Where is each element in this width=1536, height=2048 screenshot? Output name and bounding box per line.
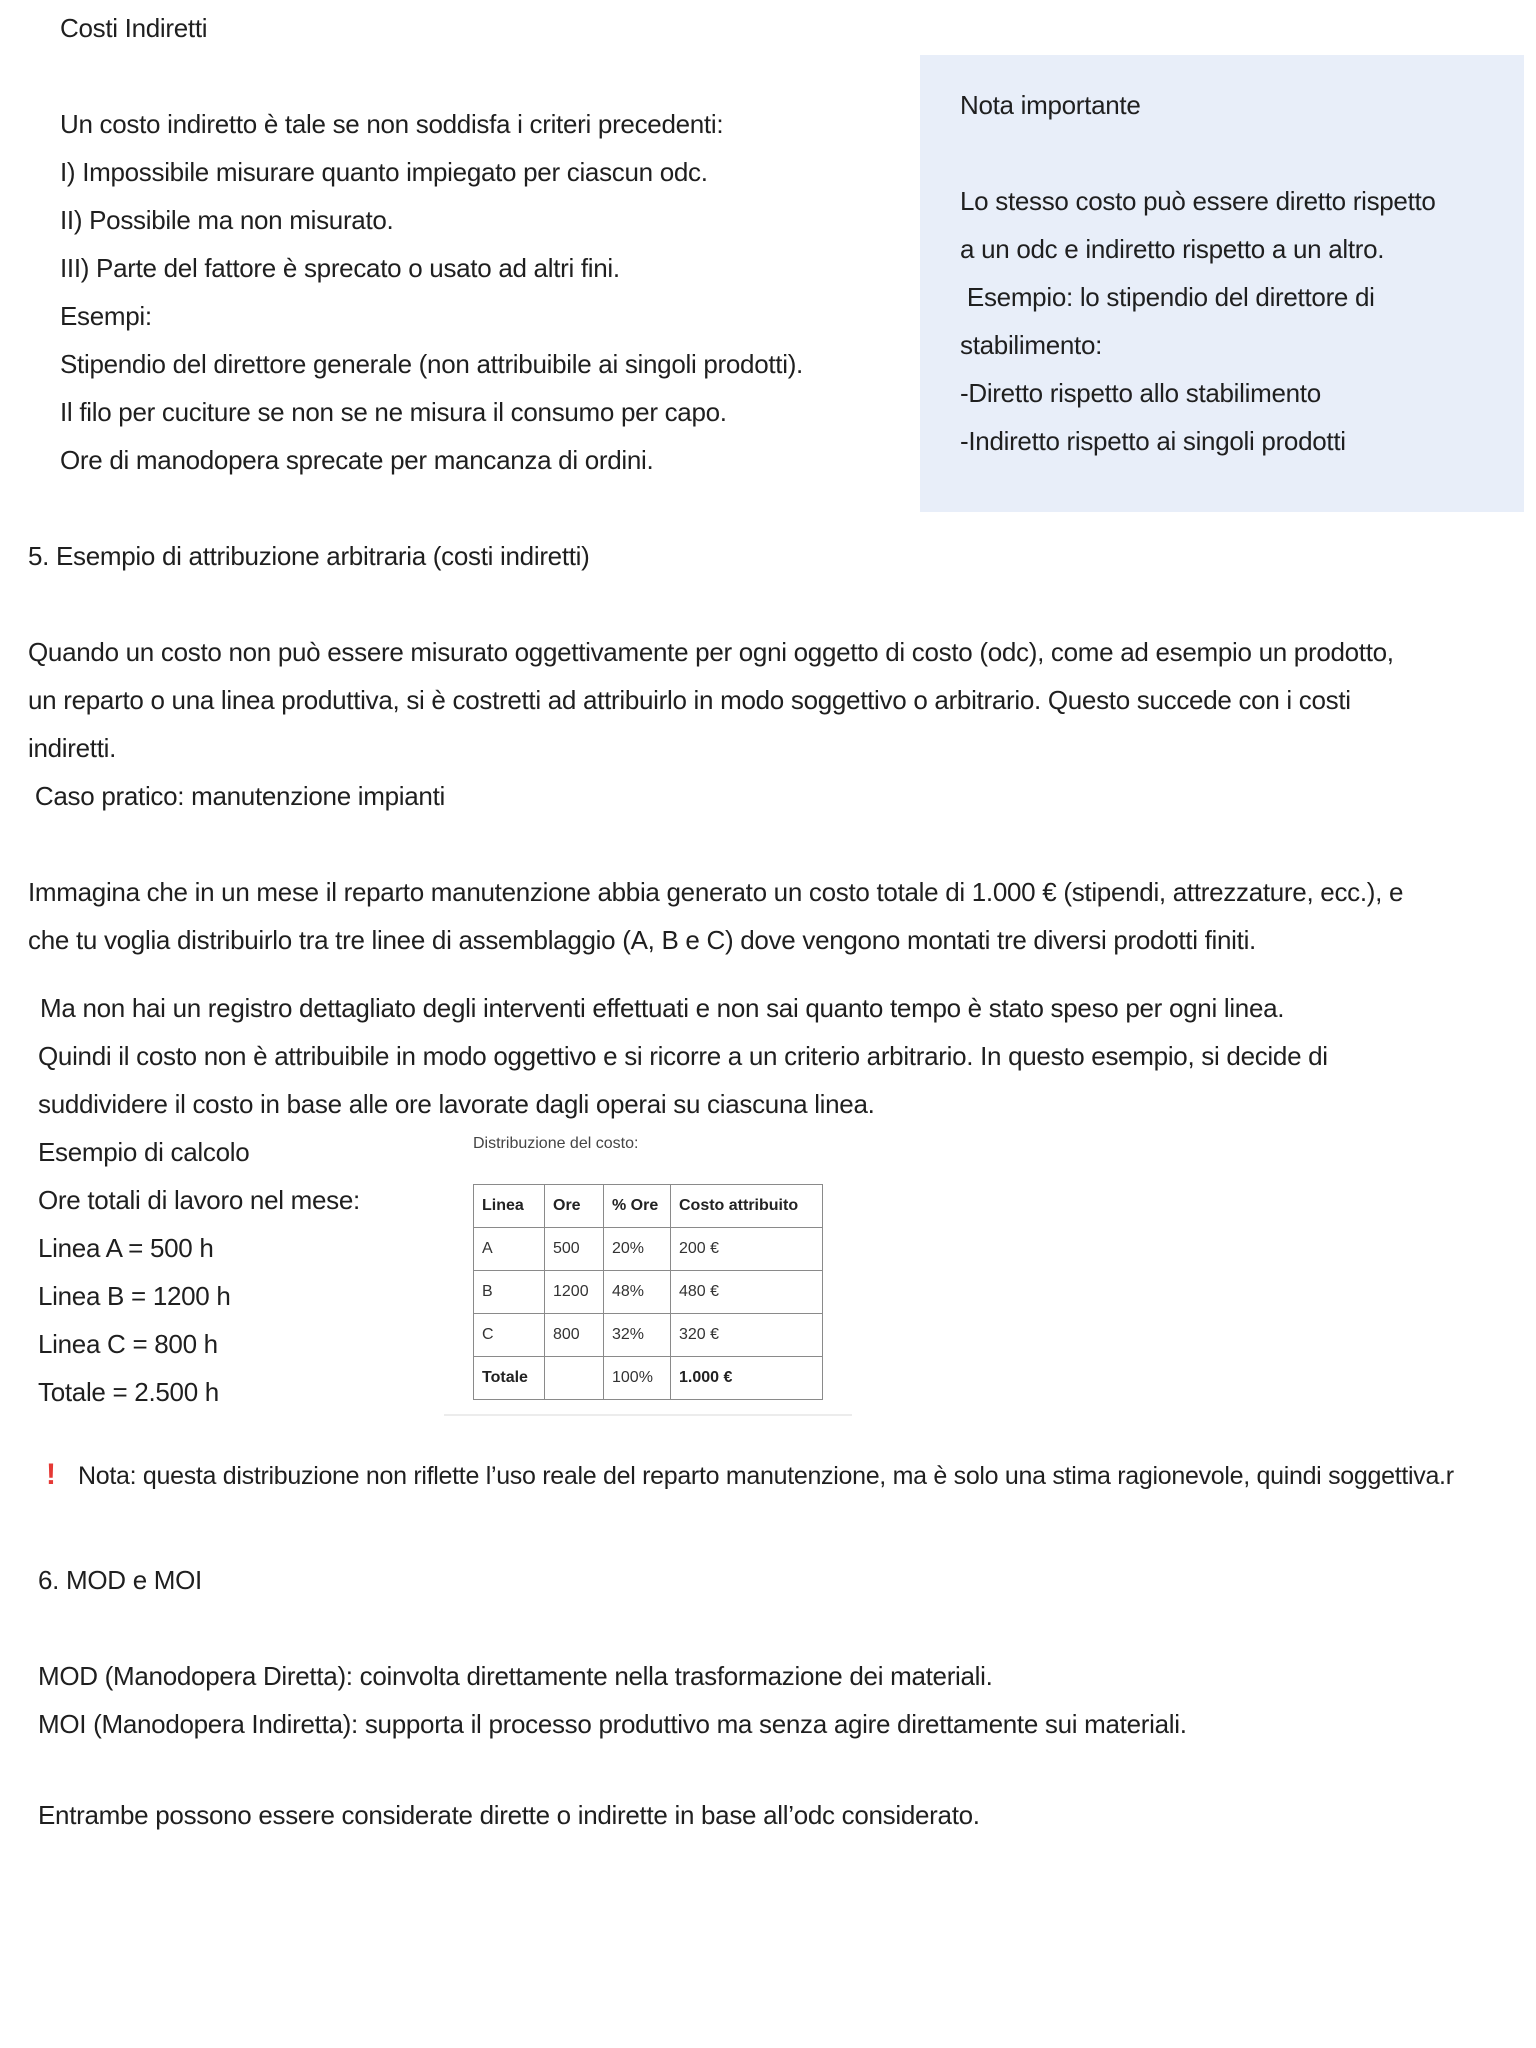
- exclamation-icon: !: [46, 1458, 56, 1491]
- calc-line: Linea B = 1200 h: [38, 1281, 231, 1311]
- list-item: I) Impossibile misurare quanto impiegato per ciascun odc.: [60, 157, 708, 187]
- paragraph-line: che tu voglia distribuirlo tra tre linee di assemblaggio (A, B e C) dove vengono montati tre diversi prodotti finiti.: [28, 925, 1256, 955]
- calc-title: Esempio di calcolo: [38, 1137, 250, 1167]
- table-header-row: [474, 1185, 823, 1228]
- table-cell: 48%: [604, 1271, 671, 1314]
- table-header: Linea: [474, 1185, 545, 1228]
- paragraph-line: MOD (Manodopera Diretta): coinvolta direttamente nella trasformazione dei materiali.: [38, 1661, 993, 1691]
- table-header: Costo attribuito: [671, 1185, 823, 1228]
- table-cell: B: [474, 1271, 545, 1314]
- paragraph-line: MOI (Manodopera Indiretta): supporta il processo produttivo ma senza agire direttamente sui materiali.: [38, 1709, 1187, 1739]
- table-cell: 480 €: [671, 1271, 823, 1314]
- note-box-title: Nota importante: [960, 90, 1141, 120]
- list-item: III) Parte del fattore è sprecato o usato ad altri fini.: [60, 253, 620, 283]
- section-title-5: 5. Esempio di attribuzione arbitraria (costi indiretti): [28, 541, 590, 571]
- divider: [444, 1414, 852, 1416]
- table-cell: 1200: [545, 1271, 604, 1314]
- cost-distribution-table: [473, 1184, 823, 1400]
- table-row: [474, 1314, 823, 1357]
- table-cell: 1.000 €: [671, 1357, 823, 1400]
- table-cell: 320 €: [671, 1314, 823, 1357]
- table-cell: 20%: [604, 1228, 671, 1271]
- table-cell: 100%: [604, 1357, 671, 1400]
- table-cell: 500: [545, 1228, 604, 1271]
- calc-line: Linea A = 500 h: [38, 1233, 214, 1263]
- note-box-line: -Diretto rispetto allo stabilimento: [960, 378, 1321, 408]
- table-cell: [545, 1357, 604, 1400]
- list-item: II) Possibile ma non misurato.: [60, 205, 394, 235]
- table-cell: 200 €: [671, 1228, 823, 1271]
- paragraph-line: Ma non hai un registro dettagliato degli interventi effettuati e non sai quanto tempo è stato speso per ogni linea.: [40, 993, 1285, 1023]
- section-title-6: 6. MOD e MOI: [38, 1565, 202, 1595]
- paragraph-line: indiretti.: [28, 733, 117, 763]
- table-cell: A: [474, 1228, 545, 1271]
- calc-line: Linea C = 800 h: [38, 1329, 218, 1359]
- case-title: Caso pratico: manutenzione impianti: [28, 781, 445, 811]
- examples-label: Esempi:: [60, 301, 152, 331]
- important-note-box: [920, 55, 1524, 512]
- table-cell: C: [474, 1314, 545, 1357]
- note-box-line: Lo stesso costo può essere diretto rispetto: [960, 186, 1436, 216]
- table-cell: 800: [545, 1314, 604, 1357]
- note-box-line: Esempio: lo stipendio del direttore di: [960, 282, 1375, 312]
- paragraph-line: Quando un costo non può essere misurato oggettivamente per ogni oggetto di costo (odc), come ad esempio un prodotto,: [28, 637, 1394, 667]
- note-box-line: a un odc e indiretto rispetto a un altro.: [960, 234, 1385, 264]
- example-item: Stipendio del direttore generale (non attribuibile ai singoli prodotti).: [60, 349, 803, 379]
- paragraph-line: Immagina che in un mese il reparto manutenzione abbia generato un costo totale di 1.000 € (stipendi, attrezzature, ecc.), e: [28, 877, 1404, 907]
- table-cell: 32%: [604, 1314, 671, 1357]
- note-box-line: stabilimento:: [960, 330, 1103, 360]
- table-total-row: [474, 1357, 823, 1400]
- section-title-costi-indiretti: Costi Indiretti: [60, 13, 208, 43]
- table-header: Ore: [545, 1185, 604, 1228]
- paragraph-line: Un costo indiretto è tale se non soddisfa i criteri precedenti:: [60, 109, 724, 139]
- table-row: [474, 1228, 823, 1271]
- calc-line: Totale = 2.500 h: [38, 1377, 219, 1407]
- table-caption: Distribuzione del costo:: [473, 1135, 639, 1152]
- table-header: % Ore: [604, 1185, 671, 1228]
- paragraph-line: suddividere il costo in base alle ore lavorate dagli operai su ciascuna linea.: [38, 1089, 875, 1119]
- paragraph-line: Entrambe possono essere considerate dirette o indirette in base all’odc considerato.: [38, 1800, 980, 1830]
- table-row: [474, 1271, 823, 1314]
- table-cell: Totale: [474, 1357, 545, 1400]
- calc-line: Ore totali di lavoro nel mese:: [38, 1185, 360, 1215]
- paragraph-line: un reparto o una linea produttiva, si è costretti ad attribuirlo in modo soggettivo o arbitrario. Questo succede con i costi: [28, 685, 1351, 715]
- note-text: Nota: questa distribuzione non riflette l’uso reale del reparto manutenzione, ma è solo una stima ragionevole, quindi soggettiva.r: [78, 1462, 1454, 1490]
- paragraph-line: Quindi il costo non è attribuibile in modo oggettivo e si ricorre a un criterio arbitrario. In questo esempio, si decide di: [38, 1041, 1328, 1071]
- example-item: Il filo per cuciture se non se ne misura il consumo per capo.: [60, 397, 727, 427]
- note-box-line: -Indiretto rispetto ai singoli prodotti: [960, 426, 1346, 456]
- example-item: Ore di manodopera sprecate per mancanza di ordini.: [60, 445, 654, 475]
